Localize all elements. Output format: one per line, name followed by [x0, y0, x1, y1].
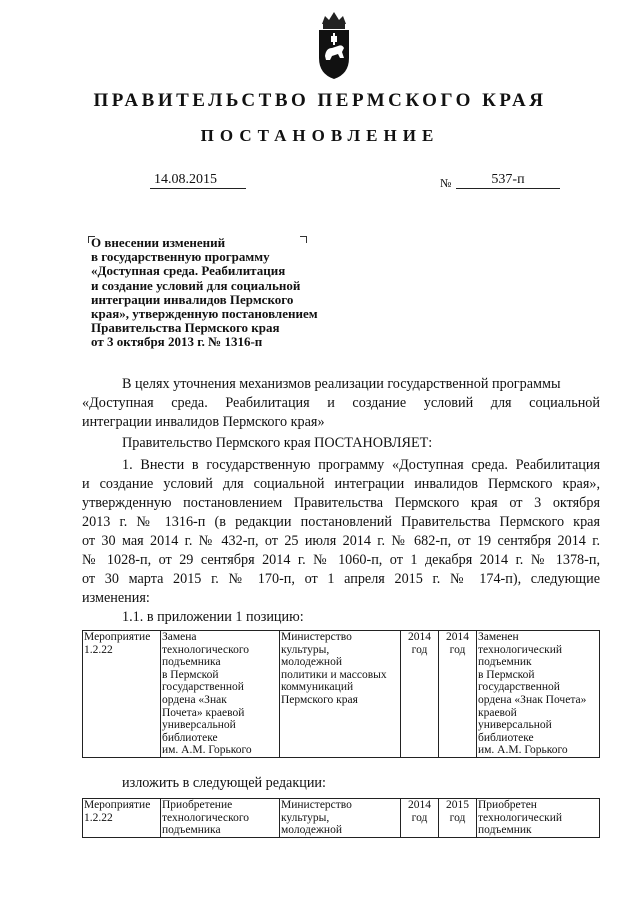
- text-line: интеграции инвалидов Пермского края»: [82, 414, 325, 430]
- text-line: утвержденную постановлением Правительства Пермского края от 3 октября: [82, 495, 600, 511]
- cell-line: Мероприятие: [84, 799, 151, 811]
- cell-line: государственной: [162, 681, 244, 694]
- table-cell-activity: [83, 631, 161, 758]
- cell-line: Заменен: [478, 631, 519, 643]
- table-cell-end-year: [439, 799, 477, 838]
- cell-line: государственной: [478, 681, 560, 694]
- cell-line: краевой: [478, 706, 517, 719]
- new-position-table: [82, 798, 600, 838]
- cell-line: технологический: [478, 811, 563, 824]
- cell-line: коммуникаций: [281, 681, 354, 694]
- cell-line: год: [411, 811, 428, 824]
- cell-line: им. А.М. Горького: [478, 744, 568, 757]
- text-line: № 1028-п, от 29 сентября 2014 г. № 1060-п, от 1 декабря 2014 г. № 1378-п,: [82, 552, 600, 568]
- cell-line: им. А.М. Горького: [162, 744, 252, 757]
- subject-line: Правительства Пермского края: [91, 320, 280, 336]
- table-cell-description: [161, 799, 280, 838]
- cell-line: культуры,: [281, 643, 330, 656]
- table-cell-start-year: [401, 631, 439, 758]
- text-line: и создание условий для социальной интеграции инвалидов Пермского края»,: [82, 476, 600, 492]
- cell-line: универсальной: [162, 719, 236, 732]
- cell-line: Пермского края: [281, 693, 358, 706]
- text-line: изменения:: [82, 590, 150, 606]
- cell-line: ордена «Знак: [162, 693, 227, 706]
- cell-line: подъемника: [162, 824, 221, 837]
- subject-line: и создание условий для социальной: [91, 277, 301, 293]
- table-cell-end-year: [439, 631, 477, 758]
- table-cell-executor: [280, 631, 401, 758]
- subject-line: О внесении изменений: [91, 235, 226, 250]
- cell-line: технологического: [162, 811, 250, 824]
- cell-line: в Пермской: [478, 668, 535, 681]
- cell-line: Приобретен: [478, 799, 537, 811]
- subject-line: интеграции инвалидов Пермского: [91, 291, 294, 307]
- table-cell-start-year: [401, 799, 439, 838]
- text-line: от 30 мая 2014 г. № 432-п, от 25 июля 2014 г. № 682-п, от 19 сентября 2014 г.: [82, 533, 600, 549]
- cell-line: подъемник: [478, 824, 532, 837]
- cell-line: культуры,: [281, 811, 330, 824]
- cell-line: технологический: [478, 643, 563, 656]
- text-line: 2013 г. № 1316-п (в редакции постановлений Правительства Пермского края: [82, 514, 600, 530]
- cell-line: год: [449, 643, 466, 656]
- document-subject: [91, 236, 381, 350]
- cell-line: 2015: [446, 799, 469, 811]
- government-title: ПРАВИТЕЛЬСТВО ПЕРМСКОГО КРАЯ: [93, 90, 547, 111]
- cell-line: политики и массовых: [281, 668, 387, 681]
- cell-line: подъемника: [162, 656, 221, 669]
- text-line: от 30 марта 2015 г. № 170-п, от 1 апреля 2015 г. № 174-п), следующие: [82, 571, 600, 587]
- resolve-paragraph: Правительство Пермского края ПОСТАНОВЛЯЕТ:: [122, 435, 433, 451]
- cell-line: год: [411, 643, 428, 656]
- cell-line: ордена «Знак Почета»: [478, 693, 587, 706]
- cell-line: 1.2.22: [84, 643, 113, 656]
- subject-line: в государственную программу: [91, 249, 270, 265]
- number-sign: №: [440, 176, 452, 190]
- cell-line: Приобретение: [162, 799, 233, 811]
- cell-line: Замена: [162, 631, 197, 643]
- text-line: В целях уточнения механизмов реализации государственной программы: [122, 376, 561, 392]
- table-row: [83, 631, 600, 758]
- cell-line: в Пермской: [162, 668, 219, 681]
- text-line: «Доступная среда. Реабилитация и создание условий для социальной: [82, 395, 600, 411]
- document-date: 14.08.2015: [150, 172, 246, 189]
- cell-line: библиотеке: [478, 731, 534, 744]
- cell-line: Министерство: [281, 631, 352, 643]
- cell-line: технологического: [162, 643, 250, 656]
- table-cell-executor: [280, 799, 401, 838]
- cell-line: 1.2.22: [84, 811, 113, 824]
- subject-line: края», утвержденную постановлением: [91, 306, 318, 322]
- item-1-1-paragraph: 1.1. в приложении 1 позицию:: [122, 609, 304, 625]
- cell-line: Министерство: [281, 799, 352, 811]
- new-edition-paragraph: изложить в следующей редакции:: [122, 775, 326, 791]
- cell-line: год: [449, 811, 466, 824]
- table-cell-activity: [83, 799, 161, 838]
- old-position-table: [82, 630, 600, 758]
- cell-line: 2014: [446, 631, 469, 643]
- document-number: 537-п: [456, 172, 560, 189]
- cell-line: Почета» краевой: [162, 706, 245, 719]
- table-cell-result: [477, 631, 600, 758]
- cell-line: 2014: [408, 799, 431, 811]
- cell-line: Мероприятие: [84, 631, 151, 643]
- document-type: ПОСТАНОВЛЕНИЕ: [200, 126, 440, 145]
- item-1-paragraph: [82, 456, 600, 608]
- perm-coat-of-arms-icon: [314, 8, 354, 80]
- cell-line: библиотеке: [162, 731, 218, 744]
- cell-line: универсальной: [478, 719, 552, 732]
- cell-line: подъемник: [478, 656, 532, 669]
- text-line: 1. Внести в государственную программу «Доступная среда. Реабилитация: [122, 457, 600, 473]
- preamble-paragraph: [82, 375, 600, 432]
- subject-line: от 3 октября 2013 г. № 1316-п: [91, 334, 263, 350]
- cell-line: молодежной: [281, 824, 342, 837]
- subject-line: «Доступная среда. Реабилитация: [91, 263, 286, 279]
- table-cell-description: [161, 631, 280, 758]
- cell-line: молодежной: [281, 656, 342, 669]
- cell-line: 2014: [408, 631, 431, 643]
- table-cell-result: [477, 799, 600, 838]
- table-row: [83, 799, 600, 838]
